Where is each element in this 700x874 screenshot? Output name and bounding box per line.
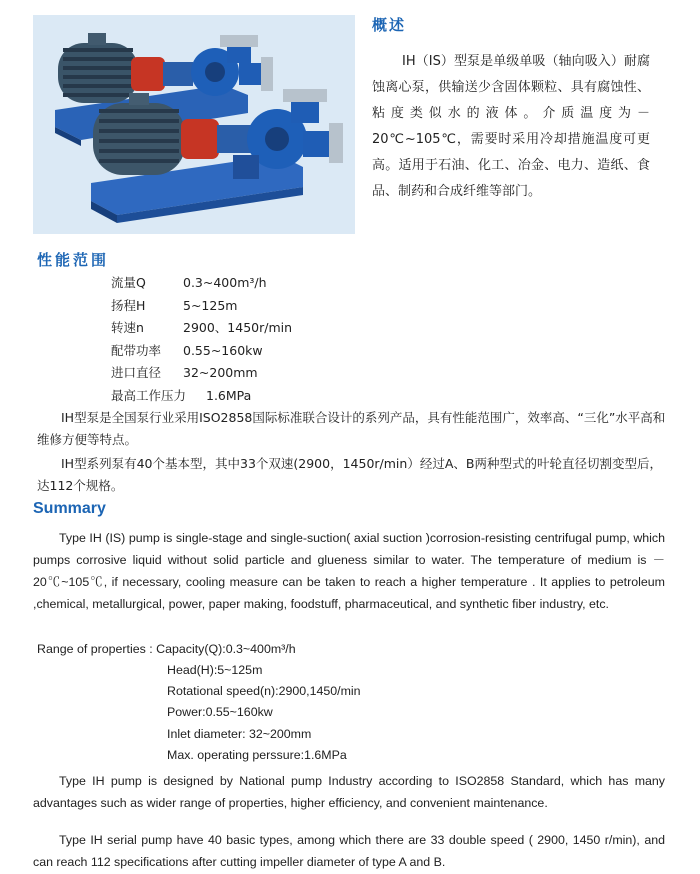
- spec-value: 2900、1450r/min: [183, 320, 293, 335]
- spec-speed: [111, 317, 292, 340]
- spec-head: [111, 295, 292, 318]
- spec-power: [111, 340, 292, 363]
- range-of-properties-list: [167, 660, 361, 766]
- range-item: Rotational speed(n):2900,1450/min: [167, 684, 361, 699]
- spec-value: 0.3~400m³/h: [183, 275, 267, 290]
- pump-illustration: [33, 15, 355, 234]
- range-item: Max. operating perssure:1.6MPa: [167, 747, 347, 762]
- range-item: Power:0.55~160kw: [167, 705, 273, 720]
- overview-heading: 概述: [372, 16, 407, 34]
- spec-capacity: [111, 272, 292, 295]
- spec-label: 最高工作压力: [111, 387, 187, 403]
- range-of-properties-label: Range of properties : Capacity(Q):0.3~400m³/h: [37, 642, 296, 656]
- spec-value: 5~125m: [183, 297, 238, 313]
- summary-paragraph-1: Type IH (IS) pump is single-stage and single-suction( axial suction )corrosion-resisting centrifugal pump, which pumps corrosive liquid without solid particle and glueness similar to water. The temperature of medium is －20℃~105℃, if necessary, cooling measure can be taken to reach a higher temperature . It applies to petroleum ,chemical, metallurgical, power, paper making, foodstuff, pharmaceutical, and synthetic fiber industry, etc.: [33, 531, 665, 611]
- spec-label: 扬程H: [111, 297, 146, 313]
- overview-text: IH（IS）型泵是单级单吸（轴向吸入）耐腐蚀离心泵，供输送少含固体颗粒、具有腐蚀性、粘度类似水的液体。介质温度为－20℃~105℃，需要时采用冷却措施温度可更高。适用于石油、化工、冶金、电力、造纸、食品、制药和合成纤维等部门。: [372, 54, 650, 199]
- spec-pressure: [111, 385, 292, 408]
- spec-label: 进口直径: [111, 365, 162, 380]
- spec-label: 流量Q: [111, 275, 146, 290]
- summary-paragraph-3: Type IH serial pump have 40 basic types, among which there are 33 double speed ( 2900, 1450 r/min), and can reach 112 specifications after cutting impeller diameter of type A and B.: [33, 833, 665, 869]
- spec-inlet: [111, 362, 292, 385]
- spec-value: 0.55~160kw: [183, 342, 263, 358]
- performance-list: [111, 272, 292, 407]
- spec-label: 转速n: [111, 320, 144, 335]
- spec-value: 32~200mm: [183, 365, 258, 380]
- performance-paragraph-1: IH型泵是全国泵行业采用ISO2858国际标准联合设计的系列产品，具有性能范围广，效率高、“三化”水平高和维修方便等特点。: [37, 410, 666, 447]
- performance-paragraph-2: IH型系列泵有40个基本型，其中33个双速(2900，1450r/min）经过A、B两种型式的叶轮直径切割变型后，达112个规格。: [37, 456, 662, 493]
- spec-label: 配带功率: [111, 342, 162, 358]
- summary-paragraph-2: Type IH pump is designed by National pump Industry according to ISO2858 Standard, which has many advantages such as wider range of properties, higher efficiency, and convenient maintenance.: [33, 774, 665, 810]
- range-item: Inlet diameter: 32~200mm: [167, 726, 312, 741]
- performance-heading: 性能范围: [37, 251, 110, 269]
- range-item: Head(H):5~125m: [167, 663, 263, 677]
- spec-value: 1.6MPa: [206, 387, 252, 403]
- product-photo: [33, 15, 355, 234]
- summary-heading: Summary: [33, 500, 106, 517]
